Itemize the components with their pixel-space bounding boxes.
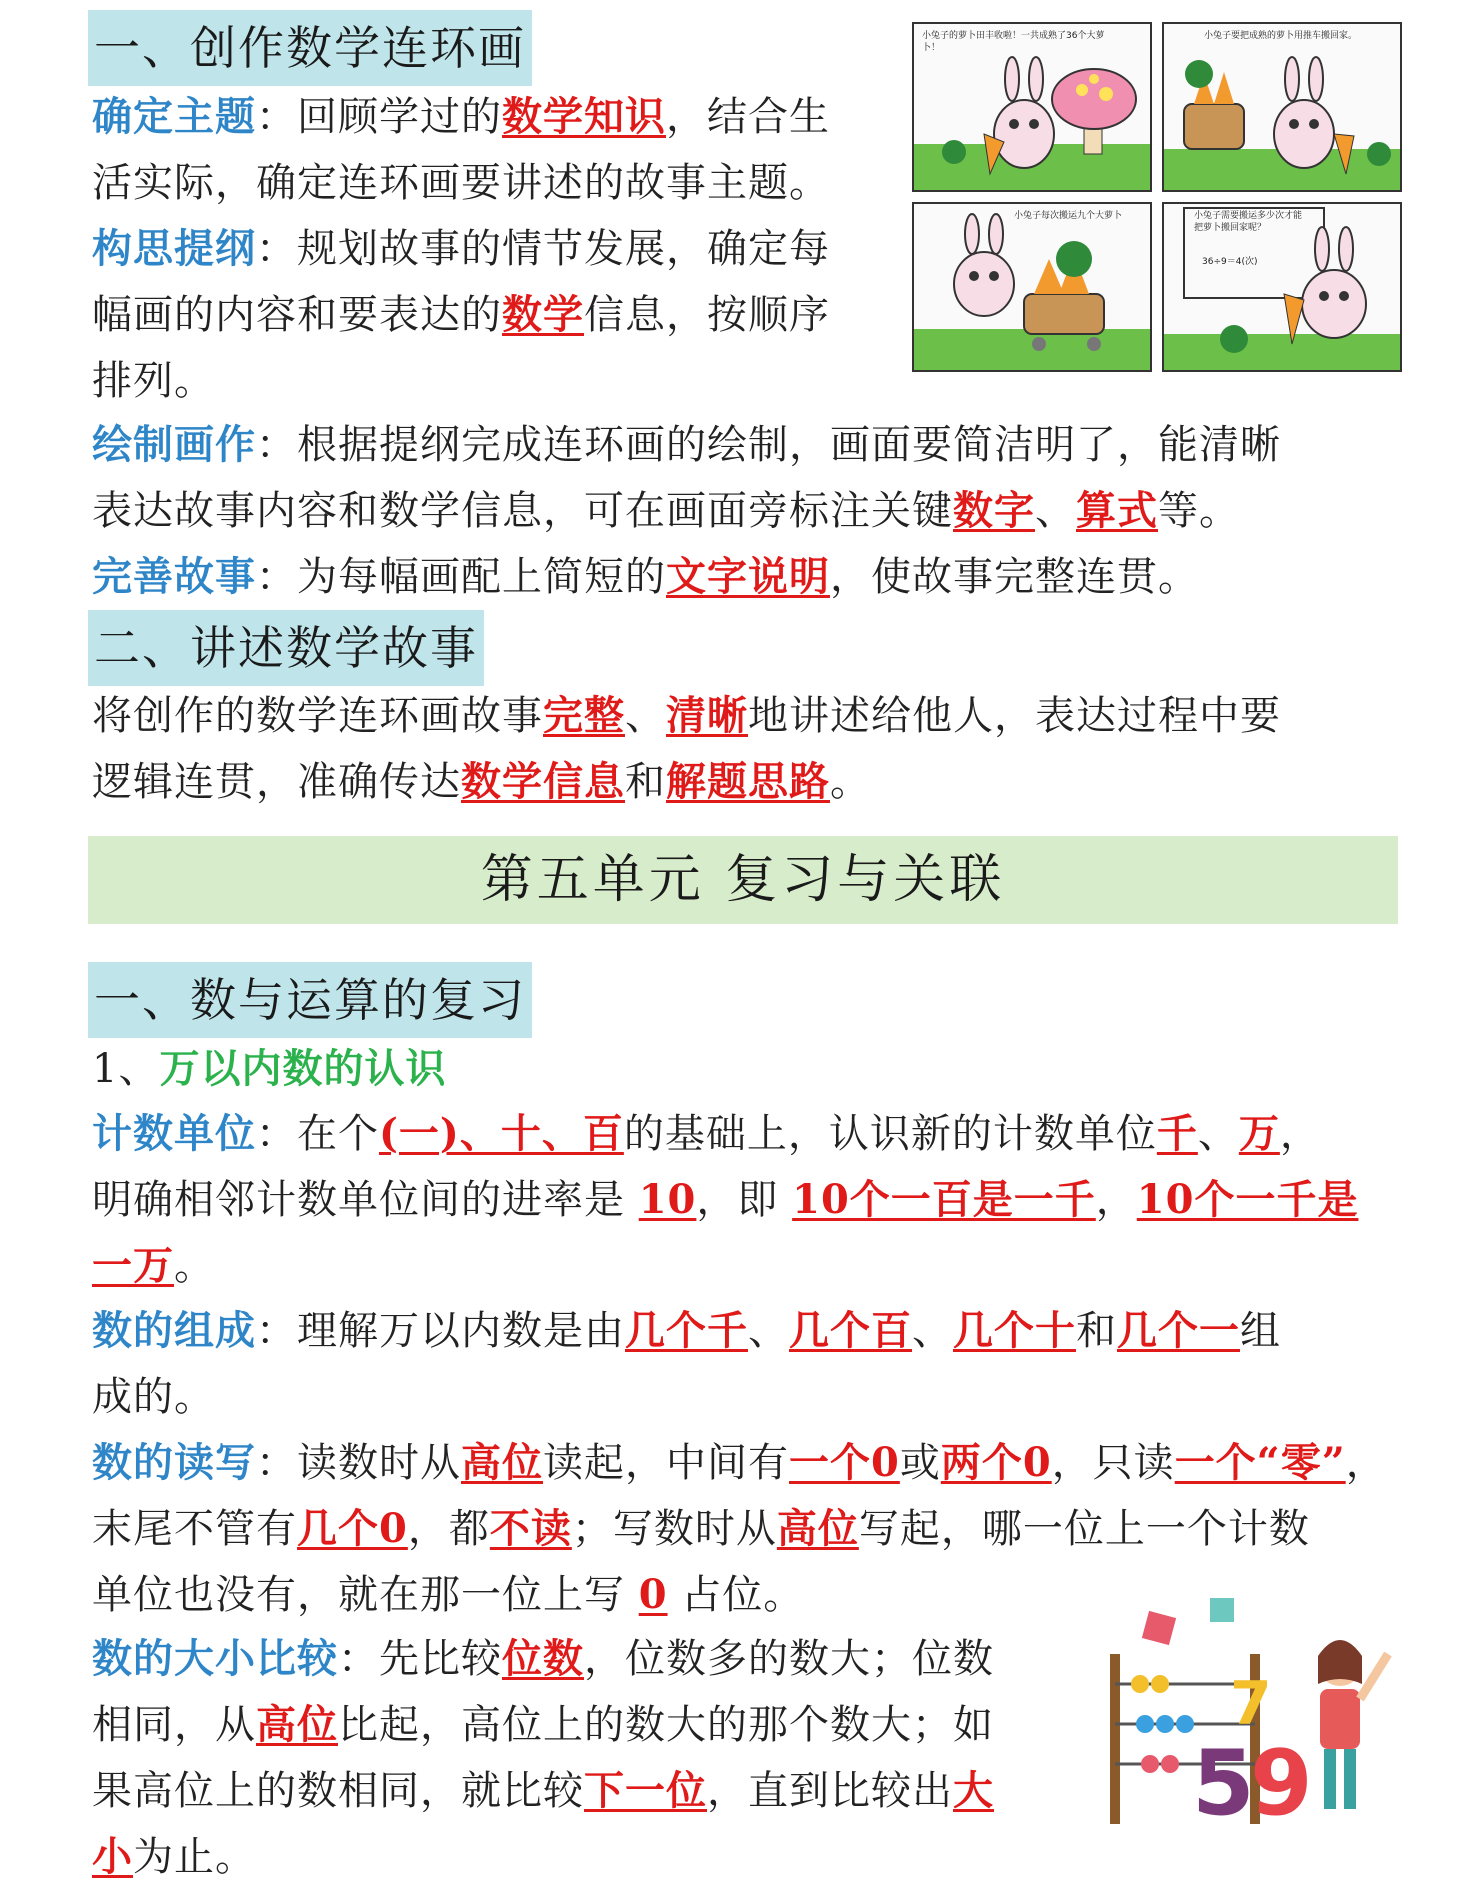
step-outline-label: 构思提纲 xyxy=(92,225,256,272)
highlight: 位数 xyxy=(502,1635,584,1682)
highlight: 高位 xyxy=(776,1505,859,1552)
section-review-title: 一、数与运算的复习 xyxy=(88,962,532,1038)
comic-equation: 36÷9＝4(次) xyxy=(1202,257,1258,267)
comic-caption: 小兔子的萝卜田丰收啦！一共成熟了36个大萝卜！ xyxy=(922,31,1105,53)
text: 或 xyxy=(899,1440,941,1486)
text: 比起，高位上的数大的那个数大；如 xyxy=(338,1702,994,1748)
comic-panel-4 xyxy=(1162,202,1402,372)
text: 地讲述给他人，表达过程中要 xyxy=(748,693,1281,739)
text: ，位数多的数大；位数 xyxy=(584,1636,994,1682)
highlight: 大 xyxy=(953,1767,994,1814)
highlight: 几个千 xyxy=(625,1307,748,1354)
bunny-basket-icon xyxy=(1164,24,1402,192)
step-topic xyxy=(92,84,912,216)
composition-label: 数的组成 xyxy=(92,1307,256,1354)
compare xyxy=(92,1626,1082,1890)
text: 相同，从 xyxy=(92,1702,256,1748)
text: ：理解万以内数是由 xyxy=(256,1308,625,1354)
text: ：根据提纲完成连环画的绘制，画面要简洁明了，能清晰 xyxy=(256,422,1281,468)
text: ，使故事完整连贯。 xyxy=(830,554,1199,600)
step-draw-label: 绘制画作 xyxy=(92,421,256,468)
highlight: 两个0 xyxy=(940,1439,1052,1486)
digit-5: 5 xyxy=(1192,1731,1255,1836)
highlight: 10个一千是 xyxy=(1136,1176,1359,1223)
highlight: 几个0 xyxy=(297,1505,408,1552)
highlight: 数字 xyxy=(953,487,1035,534)
text: ，即 xyxy=(696,1177,793,1223)
highlight: 千 xyxy=(1156,1110,1198,1157)
text: 和 xyxy=(1076,1308,1117,1354)
comic-caption: 小兔子需要搬运多少次才能把萝卜搬回家呢？ xyxy=(1194,211,1303,233)
digit-7: 7 xyxy=(1230,1669,1272,1739)
text: 、 xyxy=(625,693,666,739)
composition xyxy=(92,1298,1422,1430)
text: 表达故事内容和数学信息，可在画面旁标注关键 xyxy=(92,488,953,534)
abacus-illustration xyxy=(1100,1594,1400,1844)
highlight: 万 xyxy=(1238,1110,1280,1157)
text: 、 xyxy=(748,1308,789,1354)
subsection-title xyxy=(92,1036,446,1102)
text: 、 xyxy=(912,1308,953,1354)
text: 末尾不管有 xyxy=(92,1506,297,1552)
highlight: 不读 xyxy=(489,1505,572,1552)
highlight: 数学知识 xyxy=(502,93,666,140)
comic-caption: 小兔子要把成熟的萝卜用推车搬回家。 xyxy=(1204,31,1358,41)
text: ：读数时从 xyxy=(256,1440,461,1486)
text: 活实际，确定连环画要讲述的故事主题。 xyxy=(92,160,830,206)
highlight: (一)、十、百 xyxy=(379,1110,624,1157)
unit-banner: 第五单元 复习与关联 xyxy=(88,836,1398,924)
step-polish xyxy=(92,544,1412,610)
digit-9: 9 xyxy=(1250,1731,1313,1836)
highlight: 10 xyxy=(638,1176,697,1223)
abacus-icon xyxy=(1100,1594,1400,1844)
highlight: 0 xyxy=(638,1571,668,1618)
text: ，直到比较出 xyxy=(707,1768,953,1814)
highlight: 几个十 xyxy=(953,1307,1076,1354)
highlight: 高位 xyxy=(461,1439,543,1486)
highlight: 数学 xyxy=(502,291,584,338)
counting-unit xyxy=(92,1101,1422,1299)
text: ：为每幅画配上简短的 xyxy=(256,554,666,600)
text: 组 xyxy=(1240,1308,1281,1354)
comic-panel-2 xyxy=(1162,22,1402,192)
comic-panel-3 xyxy=(912,202,1152,372)
text: 读起，中间有 xyxy=(543,1440,789,1486)
text: ：在个 xyxy=(256,1111,379,1157)
text: 、 xyxy=(1197,1111,1239,1157)
text: ， xyxy=(1279,1111,1321,1157)
text: ，都 xyxy=(407,1506,490,1552)
step-outline xyxy=(92,216,912,414)
highlight: 10个一百是一千 xyxy=(792,1176,1096,1223)
text: 排列。 xyxy=(92,358,215,404)
text: 单位也没有，就在那一位上写 xyxy=(92,1572,639,1618)
highlight: 一万 xyxy=(92,1242,174,1289)
text: ；写数时从 xyxy=(571,1506,777,1552)
section-create-title: 一、创作数学连环画 xyxy=(88,10,532,86)
comic-panel-1 xyxy=(912,22,1152,192)
text: 果高位上的数相同，就比较 xyxy=(92,1768,584,1814)
bunny-mushroom-icon xyxy=(914,24,1152,192)
highlight: 算式 xyxy=(1076,487,1158,534)
highlight: 几个百 xyxy=(789,1307,912,1354)
highlight: 解题思路 xyxy=(666,758,830,805)
text: ， xyxy=(1345,1440,1387,1486)
text: 为止。 xyxy=(133,1834,256,1880)
text: ：先比较 xyxy=(338,1636,502,1682)
comic-caption: 小兔子每次搬运九个大萝卜 xyxy=(1014,211,1123,221)
compare-label: 数的大小比较 xyxy=(92,1635,338,1682)
text: 将创作的数学连环画故事 xyxy=(92,693,543,739)
text: 成的。 xyxy=(92,1374,215,1420)
text: 信息，按顺序 xyxy=(584,292,830,338)
text: 。 xyxy=(174,1243,215,1289)
read-write-label: 数的读写 xyxy=(92,1439,256,1486)
highlight: 高位 xyxy=(256,1701,338,1748)
text: ：规划故事的情节发展，确定每 xyxy=(256,226,830,272)
highlight: 下一位 xyxy=(584,1767,707,1814)
subsection-label: 万以内数的认识 xyxy=(159,1045,447,1092)
text: 等。 xyxy=(1158,488,1240,534)
text: 幅画的内容和要表达的 xyxy=(92,292,502,338)
step-draw xyxy=(92,412,1412,544)
text: ， xyxy=(1095,1177,1137,1223)
counting-unit-label: 计数单位 xyxy=(92,1110,256,1157)
text: 逻辑连贯，准确传达 xyxy=(92,759,461,805)
highlight: 数学信息 xyxy=(461,758,625,805)
tell-paragraph xyxy=(92,683,1412,815)
highlight: 清晰 xyxy=(666,692,748,739)
text: ，结合生 xyxy=(666,94,830,140)
bunny-cart-icon xyxy=(914,204,1152,372)
comic-illustration xyxy=(912,22,1408,374)
highlight: 小 xyxy=(92,1833,133,1880)
text: 和 xyxy=(625,759,666,805)
step-topic-label: 确定主题 xyxy=(92,93,256,140)
bunny-board-icon xyxy=(1164,204,1402,372)
highlight: 文字说明 xyxy=(666,553,830,600)
text: 明确相邻计数单位间的进率是 xyxy=(92,1177,639,1223)
highlight: 一个0 xyxy=(789,1439,900,1486)
highlight: 几个一 xyxy=(1117,1307,1240,1354)
text: 占位。 xyxy=(667,1572,805,1618)
step-polish-label: 完善故事 xyxy=(92,553,256,600)
highlight: 完整 xyxy=(543,692,625,739)
text: 、 xyxy=(1035,488,1076,534)
text: 写起，哪一位上一个计数 xyxy=(858,1506,1310,1552)
subsection-number: 1、 xyxy=(92,1046,160,1092)
text: 的基础上，认识新的计数单位 xyxy=(623,1111,1157,1157)
text: 。 xyxy=(830,759,871,805)
text: ：回顾学过的 xyxy=(256,94,502,140)
text: ，只读 xyxy=(1051,1440,1175,1486)
highlight: 一个“零” xyxy=(1174,1439,1346,1486)
section-tell-title: 二、讲述数学故事 xyxy=(88,610,484,686)
